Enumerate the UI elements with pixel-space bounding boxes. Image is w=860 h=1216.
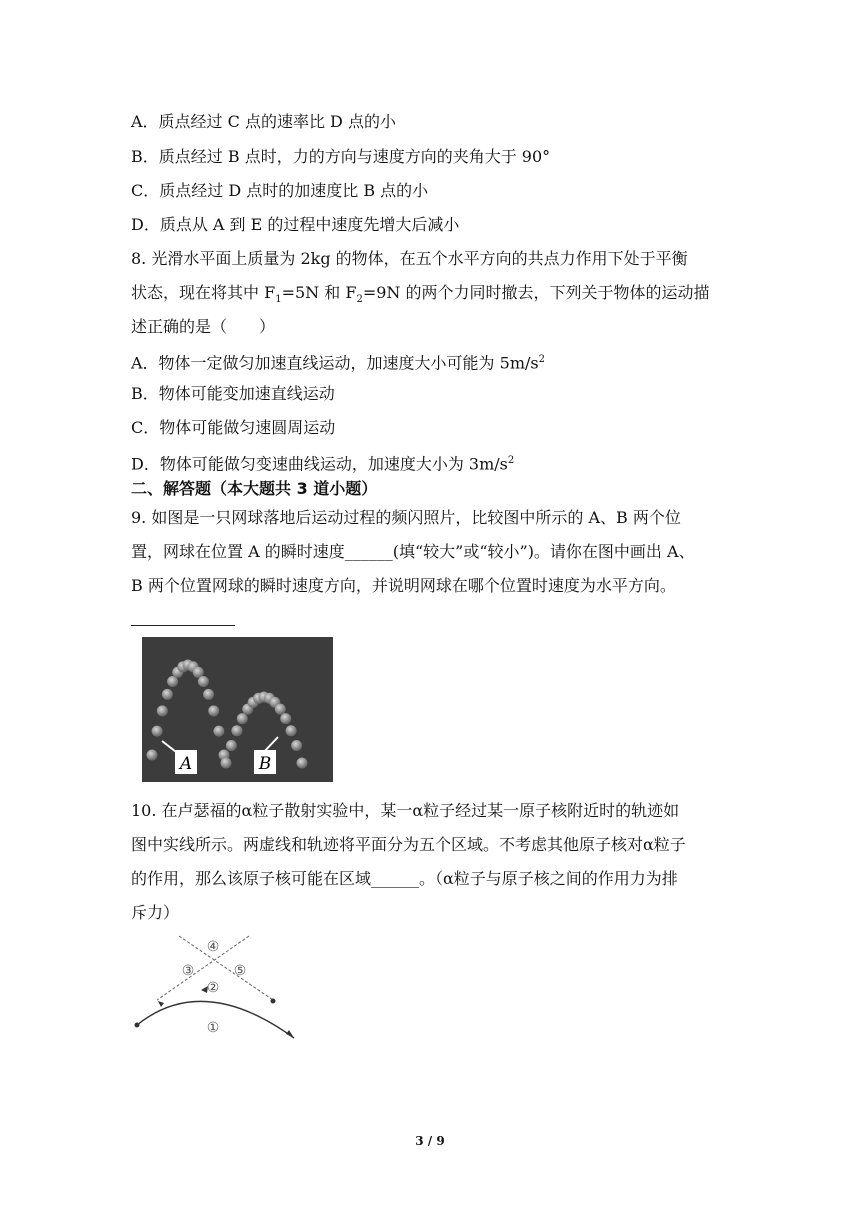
q7-option-b: B．质点经过 B 点时，力的方向与速度方向的夹角大于 90° (131, 147, 551, 166)
q7-option-c: C．质点经过 D 点时的加速度比 B 点的小 (131, 181, 429, 200)
tennis-ball (237, 713, 248, 724)
q8-option-d-text: D．物体可能做匀变速曲线运动，加速度大小为 3m/s (131, 454, 508, 474)
tennis-ball (275, 704, 286, 715)
trajectory-mid-dot (271, 999, 276, 1004)
tennis-ball (286, 725, 297, 736)
trajectory-arrowhead (286, 1030, 294, 1038)
q8-option-a-text: A．物体一定做匀加速直线运动，加速度大小可能为 5m/s (131, 353, 539, 373)
tennis-ball (203, 689, 214, 700)
region-2-label: ② (206, 980, 220, 996)
q8-stem-part-b: =5N 和 F (281, 283, 357, 302)
q7-option-a: A．质点经过 C 点的速率比 D 点的小 (131, 112, 396, 131)
q9-stem-line2: 置，网球在位置 A 的瞬时速度______(填“较大”或“较小”)。请你在图中画出 A、 (131, 542, 695, 561)
page-number: 3 / 9 (415, 1134, 445, 1148)
alpha-diagram-svg (131, 930, 301, 1050)
label-a: A (179, 754, 193, 774)
q8-stem-part-a: 状态，现在将其中 F (131, 283, 276, 302)
q8-option-b: B．物体可能变加速直线运动 (131, 384, 335, 403)
q9-stem-line1: 9. 如图是一只网球落地后运动过程的频闪照片，比较图中所示的 A、B 两个位 (131, 508, 681, 527)
f2-subscript: 2 (356, 294, 363, 306)
section-heading: 二、解答题（本大题共 3 道小题） (131, 479, 378, 498)
tennis-ball (291, 740, 302, 751)
tennis-ball (280, 713, 291, 724)
q8-stem-part-c: =9N 的两个力同时撤去，下列关于物体的运动描 (362, 283, 710, 302)
answer-blank-line (131, 625, 235, 626)
q10-stem-line4: 斥力） (131, 903, 180, 922)
tennis-ball (157, 705, 168, 716)
q10-stem-line3: 的作用，那么该原子核可能在区域______。（α粒子与原子核之间的作用力为排 (131, 869, 678, 888)
q7-option-d: D．质点从 A 到 E 的过程中速度先增大后减小 (131, 215, 460, 234)
tennis-ball (152, 726, 163, 737)
tennis-ball-photo-svg (142, 637, 333, 782)
tennis-ball (198, 676, 209, 687)
tennis-ball (162, 689, 173, 700)
trajectory-start-dot (135, 1023, 140, 1028)
q10-stem-line1: 10. 在卢瑟福的α粒子散射实验中，某一α粒子经过某一原子核附近时的轨迹如 (131, 801, 680, 820)
q8-option-d (131, 451, 514, 474)
q8-option-d-sup: 2 (507, 455, 515, 466)
q8-stem-line2 (131, 283, 710, 310)
tennis-ball (147, 750, 158, 761)
q8-option-a-sup: 2 (538, 354, 545, 365)
region-5-label: ⑤ (233, 963, 247, 979)
tennis-ball (231, 725, 242, 736)
tennis-ball-strobe-photo (142, 637, 333, 782)
q9-stem-line3: B 两个位置网球的瞬时速度方向，并说明网球在哪个位置时速度为水平方向。 (131, 576, 676, 595)
q8-option-c: C．物体可能做匀速圆周运动 (131, 418, 336, 437)
q8-stem-line3: 述正确的是（ ） (131, 317, 276, 336)
tennis-ball (297, 758, 308, 769)
alpha-scattering-diagram (131, 930, 301, 1050)
label-b: B (258, 754, 272, 774)
f1-subscript: 1 (275, 294, 282, 306)
dashed-arrow-left (158, 1001, 164, 1007)
tennis-ball (208, 705, 219, 716)
q8-option-a (131, 350, 545, 373)
q10-stem-line2: 图中实线所示。两虚线和轨迹将平面分为五个区域。不考虑其他原子核对α粒子 (131, 835, 686, 854)
tennis-ball (221, 758, 232, 769)
tennis-ball (213, 726, 224, 737)
tennis-ball (226, 740, 237, 751)
region-4-label: ④ (206, 939, 220, 955)
q8-stem-line1: 8. 光滑水平面上质量为 2kg 的物体，在五个水平方向的共点力作用下处于平衡 (131, 249, 688, 268)
region-3-label: ③ (181, 963, 195, 979)
region-1-label: ① (206, 1020, 220, 1036)
